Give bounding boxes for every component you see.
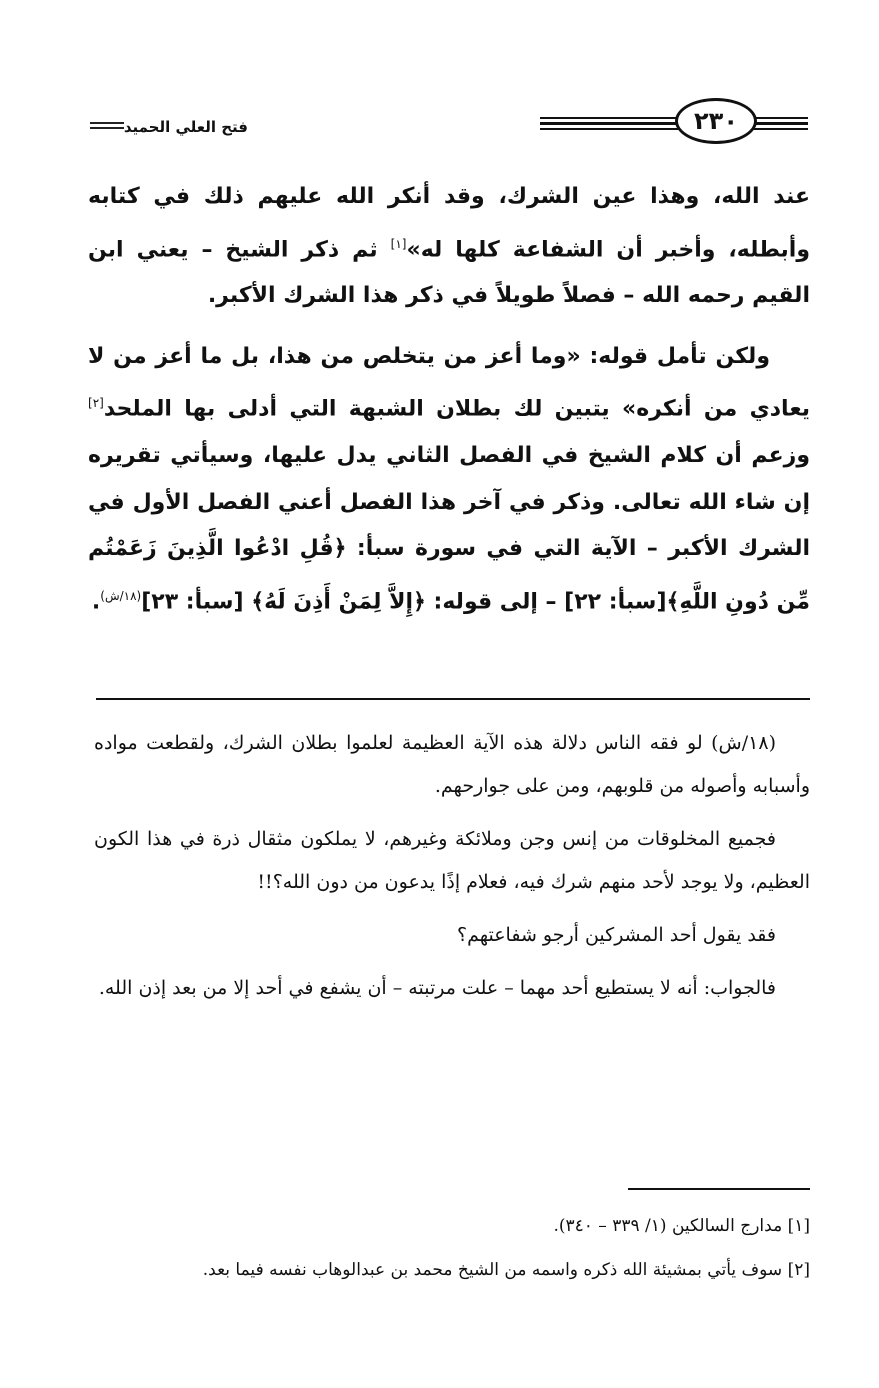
book-title: فتح العلي الحميد — [123, 118, 248, 136]
footnote-1: [١] مدارج السالكين (١/ ٣٣٩ – ٣٤٠). — [553, 1216, 810, 1236]
commentary — [94, 722, 810, 1010]
commentary-paragraph-4: فالجواب: أنه لا يستطيع أحد مهما – علت مرتبته – أن يشفع في أحد إلا من بعد إذن الله. — [98, 977, 776, 999]
footnote-separator — [628, 1188, 810, 1190]
footnote-ref-2: [٢] — [88, 396, 104, 411]
commentary-paragraph-3: فقد يقول أحد المشركين أرجو شفاعتهم؟ — [456, 924, 776, 946]
title-ornament-lines — [90, 122, 124, 132]
commentary-separator — [96, 698, 810, 700]
main-paragraph-1: عند الله، وهذا عين الشرك، وقد أنكر الله عليهم ذلك في كتابه وأبطله، وأخبر أن الشفاعة كلها له»[١] ثم ذكر الشيخ – يعني ابن القيم رحمه الله – فصلاً طويلاً في ذكر هذا الشرك الأكبر. — [88, 184, 811, 309]
commentary-ref: (١٨/ش) — [100, 588, 142, 603]
commentary-paragraph-1: (١٨/ش) لو فقه الناس دلالة هذه الآية العظيمة لعلموا بطلان الشرك، ولقطعت مواده وأسبابه وأصوله من قلوبهم، ومن على جوارحهم. — [94, 732, 810, 797]
main-paragraph-2: ولكن تأمل قوله: «وما أعز من يتخلص من هذا، بل ما أعز من لا يعادي من أنكره» يتبين لك بطلان الشبهة التي أدلى بها الملحد[٢] وزعم أن كلام الشيخ في الفصل الثاني يدل عليها، وسيأتي تقريره إن شاء الله تعالى. وذكر في آخر هذا الفصل أعني الفصل الأول في الشرك الأكبر – الآية التي في سورة سبأ: ﴿قُلِ ادْعُوا الَّذِينَ زَعَمْتُم مِّن دُونِ اللَّهِ﴾[سبأ: ٢٢] – إلى قوله: ﴿إِلاَّ لِمَنْ أَذِنَ لَهُ﴾ [سبأ: ٢٣]$^{(١٨/ش)}$. — [88, 343, 810, 614]
footnote-ref-1: [١] — [390, 236, 407, 251]
footnote-2: [٢] سوف يأتي بمشيئة الله ذكره واسمه من الشيخ محمد بن عبدالوهاب نفسه فيما بعد. — [202, 1260, 810, 1280]
header-rule — [540, 117, 808, 133]
page-header — [90, 98, 808, 158]
main-text — [88, 174, 810, 625]
page-number: ٢٣٠ — [675, 98, 757, 144]
commentary-paragraph-2: فجميع المخلوقات من إنس وجن وملائكة وغيرهم، لا يملكون مثقال ذرة في هذا الكون العظيم، ولا يوجد لأحد منهم شرك فيه، فعلام إذًا يدعون من دون الله؟!! — [94, 828, 810, 893]
footnotes — [94, 1204, 810, 1292]
